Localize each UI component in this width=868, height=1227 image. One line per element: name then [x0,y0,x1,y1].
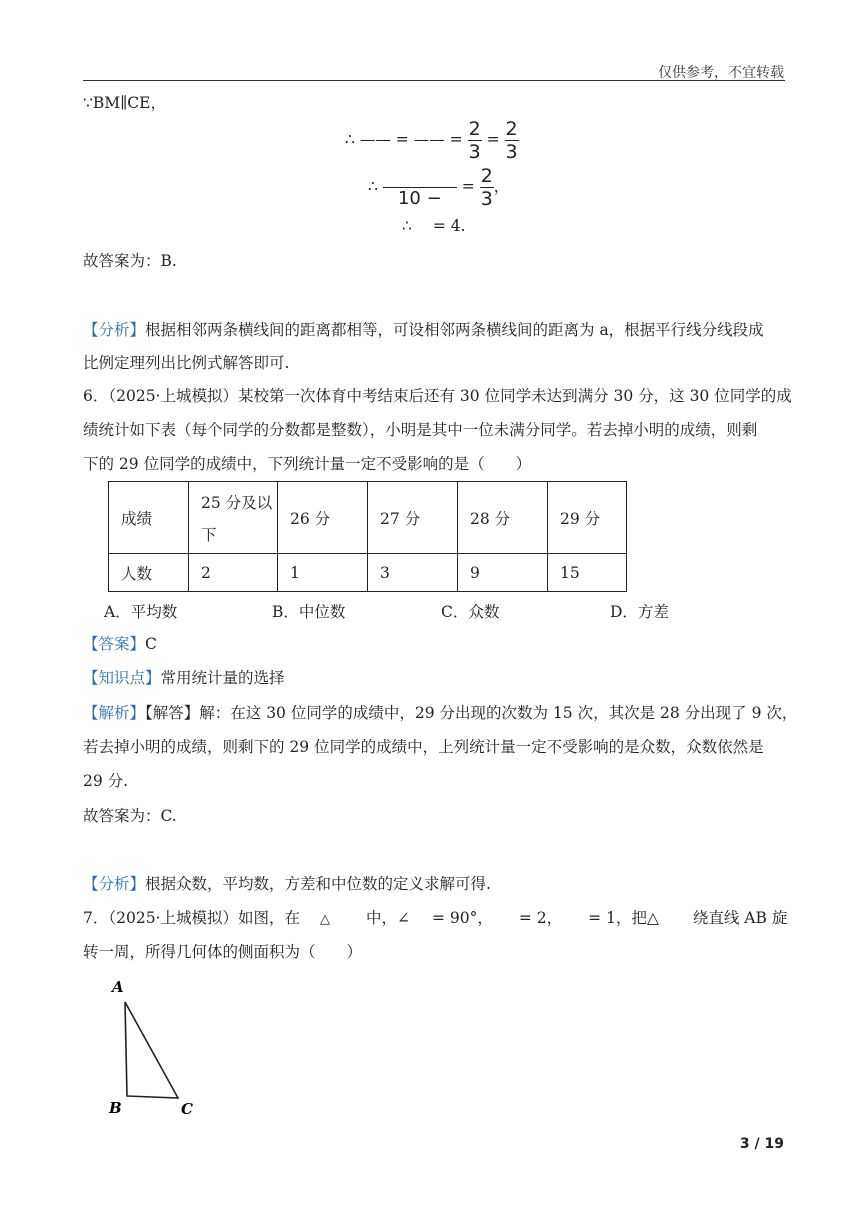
page-number: 3 / 19 [739,1136,784,1152]
table-cell: 15 [548,554,627,592]
q6-answer-line: 故答案为：C. [83,807,177,825]
table-cell: 1 [278,554,368,592]
table-cell: 成绩 [109,482,189,554]
label-c: C [181,1100,193,1118]
option-a: A．平均数 [104,603,178,621]
fraction: $\frac{2}{3}$ [480,165,493,210]
header-rule [83,80,785,81]
label-b: B [109,1099,122,1117]
table-cell: 29 分 [548,482,627,554]
therefore-symbol: ∴ [345,130,355,149]
equation-1: ∴ —— = —— = $\frac{2}{3}$ = $\frac{2}{3}$ [345,118,518,163]
q6-line-3: 下的 29 位同学的成绩中，下列统计量一定不受影响的是（ ） [83,455,532,473]
option-d: D．方差 [610,603,669,621]
table-row [109,482,627,554]
q6-knowledge: 【知识点】常用统计量的选择 [83,669,285,687]
q6-solution-line-1: 【解析】【解答】解：在这 30 位同学的成绩中，29 分出现的次数为 15 次，其次是 28 分出现了 9 次， [83,704,798,722]
table-row [109,554,627,592]
table-cell: 25 分及以下 [189,482,278,554]
equation-3: ∴ = 4. [402,217,466,235]
q7-line-1: 7．（2025·上城模拟）如图，在 △ 中，∠ = 90°， = 2， = 1，把△ 绕直线 AB 旋 [83,909,788,927]
fraction: $\frac{2}{3}$ [468,118,481,163]
table-cell: 9 [458,554,548,592]
q6-solution-line-3: 29 分. [83,772,129,790]
option-b: B．中位数 [272,603,346,621]
table-cell: 人数 [109,554,189,592]
table-cell: 3 [368,554,458,592]
q6-solution-line-2: 若去掉小明的成绩，则剩下的 29 位同学的成绩中，上列统计量一定不受影响的是众数，众数依然是 [83,738,764,756]
table-cell: 28 分 [458,482,548,554]
therefore-symbol: ∴ [368,177,378,196]
q6-line-1: 6．（2025·上城模拟）某校第一次体育中考结束后还有 30 位同学未达到满分 30 分，这 30 位同学的成 [83,387,792,405]
fraction: $\frac{2}{3}$ [505,118,518,163]
q6-analysis: 【分析】根据众数，平均数，方差和中位数的定义求解可得. [83,875,491,893]
table-cell: 27 分 [368,482,458,554]
given-line: ∵BM∥CE， [83,94,166,112]
q7-line-2: 转一周，所得几何体的侧面积为（ ） [83,943,363,961]
triangle-abc [125,1002,178,1098]
equation-2: ∴ 10 − = $\frac{2}{3}$ ， [368,165,510,210]
triangle-figure [100,970,210,1120]
header-note: 仅供参考，不宜转载 [658,65,784,81]
score-table [108,481,627,592]
option-c: C．众数 [441,603,500,621]
q6-line-2: 绩统计如下表（每个同学的分数都是整数），小明是其中一位未满分同学。若去掉小明的成绩，则剩 [83,421,758,439]
answer-line: 故答案为：B. [83,252,177,270]
table-cell: 2 [189,554,278,592]
label-a: A [112,978,124,996]
q6-answer: 【答案】C [83,635,157,653]
fraction: 10 − [383,165,457,210]
analysis-line-1: 【分析】根据相邻两条横线间的距离都相等，可设相邻两条横线间的距离为 a，根据平行线分线段成 [83,321,764,339]
analysis-line-2: 比例定理列出比例式解答即可. [83,354,290,372]
table-cell: 26 分 [278,482,368,554]
